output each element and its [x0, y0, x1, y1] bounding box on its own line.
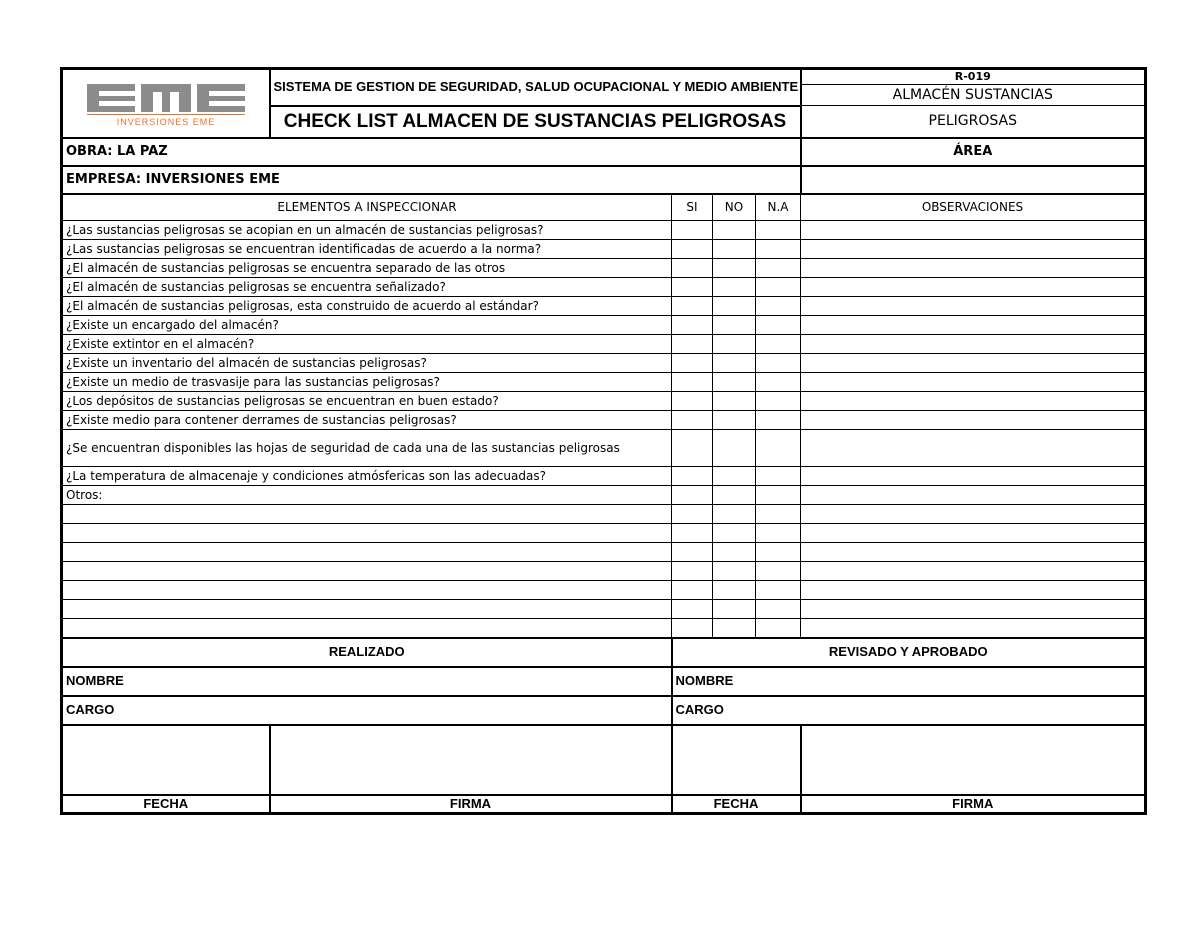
- si-cell[interactable]: [672, 354, 713, 373]
- item-question: Otros:: [63, 486, 672, 505]
- si-cell[interactable]: [672, 297, 713, 316]
- no-cell[interactable]: [713, 562, 756, 581]
- no-cell[interactable]: [713, 543, 756, 562]
- si-cell[interactable]: [672, 373, 713, 392]
- no-cell[interactable]: [713, 486, 756, 505]
- obra-field[interactable]: OBRA: LA PAZ: [63, 138, 801, 166]
- si-cell[interactable]: [672, 505, 713, 524]
- item-question: ¿El almacén de sustancias peligrosas, esta construido de acuerdo al estándar?: [63, 297, 672, 316]
- observation-cell[interactable]: [801, 373, 1145, 392]
- na-cell[interactable]: [756, 600, 801, 619]
- si-cell[interactable]: [672, 600, 713, 619]
- blank-item[interactable]: [63, 505, 672, 524]
- item-question: ¿La temperatura de almacenaje y condiciones atmósfericas son las adecuadas?: [63, 467, 672, 486]
- no-cell[interactable]: [713, 430, 756, 467]
- table-row: [63, 467, 1145, 486]
- no-cell[interactable]: [713, 505, 756, 524]
- no-cell[interactable]: [713, 524, 756, 543]
- no-cell[interactable]: [713, 259, 756, 278]
- blank-row: [63, 543, 1145, 562]
- no-cell[interactable]: [713, 392, 756, 411]
- na-cell[interactable]: [756, 392, 801, 411]
- table-row: [63, 430, 1145, 467]
- blank-item[interactable]: [63, 543, 672, 562]
- realizado-nombre-field[interactable]: NOMBRE: [63, 667, 672, 696]
- code-area-cell: [801, 70, 1145, 106]
- observation-cell[interactable]: [801, 505, 1145, 524]
- si-cell[interactable]: [672, 411, 713, 430]
- observation-cell[interactable]: [801, 240, 1145, 259]
- col-observaciones: OBSERVACIONES: [801, 194, 1145, 221]
- si-cell[interactable]: [672, 543, 713, 562]
- na-cell[interactable]: [756, 316, 801, 335]
- item-question: ¿El almacén de sustancias peligrosas se encuentra separado de las otros: [63, 259, 672, 278]
- item-question: ¿Existe extintor en el almacén?: [63, 335, 672, 354]
- si-cell[interactable]: [672, 619, 713, 638]
- revisado-cargo-field[interactable]: CARGO: [672, 696, 1145, 725]
- blank-row: [63, 581, 1145, 600]
- no-cell[interactable]: [713, 297, 756, 316]
- blank-row: [63, 524, 1145, 543]
- na-cell[interactable]: [756, 335, 801, 354]
- na-cell[interactable]: [756, 373, 801, 392]
- item-question: ¿Existe un encargado del almacén?: [63, 316, 672, 335]
- item-question: ¿Existe medio para contener derrames de sustancias peligrosas?: [63, 411, 672, 430]
- area-title-line2: PELIGROSAS: [801, 106, 1145, 138]
- observation-cell[interactable]: [801, 221, 1145, 240]
- table-row: [63, 354, 1145, 373]
- observation-cell[interactable]: [801, 430, 1145, 467]
- empresa-field[interactable]: EMPRESA: INVERSIONES EME: [63, 166, 801, 194]
- na-cell[interactable]: [756, 581, 801, 600]
- realizado-fecha-label: FECHA: [63, 795, 270, 813]
- blank-row: [63, 562, 1145, 581]
- no-cell[interactable]: [713, 278, 756, 297]
- na-cell[interactable]: [756, 486, 801, 505]
- observation-cell[interactable]: [801, 335, 1145, 354]
- area-value[interactable]: [801, 166, 1145, 194]
- col-no: NO: [713, 194, 756, 221]
- logo-subtext: INVERSIONES EME: [116, 117, 216, 128]
- revisado-fecha-label: FECHA: [672, 795, 801, 813]
- si-cell[interactable]: [672, 316, 713, 335]
- observation-cell[interactable]: [801, 354, 1145, 373]
- observation-cell[interactable]: [801, 467, 1145, 486]
- na-cell[interactable]: [756, 543, 801, 562]
- table-row: [63, 316, 1145, 335]
- observation-cell[interactable]: [801, 316, 1145, 335]
- no-cell[interactable]: [713, 411, 756, 430]
- item-question: ¿Existe un inventario del almacén de sustancias peligrosas?: [63, 354, 672, 373]
- observation-cell[interactable]: [801, 297, 1145, 316]
- si-cell[interactable]: [672, 486, 713, 505]
- revisado-header: REVISADO Y APROBADO: [672, 638, 1145, 667]
- no-cell[interactable]: [713, 240, 756, 259]
- na-cell[interactable]: [756, 562, 801, 581]
- item-question: ¿Los depósitos de sustancias peligrosas se encuentran en buen estado?: [63, 392, 672, 411]
- realizado-firma-box[interactable]: [270, 725, 672, 795]
- na-cell[interactable]: [756, 430, 801, 467]
- na-cell[interactable]: [756, 411, 801, 430]
- observation-cell[interactable]: [801, 562, 1145, 581]
- observation-cell[interactable]: [801, 524, 1145, 543]
- observation-cell[interactable]: [801, 486, 1145, 505]
- na-cell[interactable]: [756, 354, 801, 373]
- item-question: ¿El almacén de sustancias peligrosas se encuentra señalizado?: [63, 278, 672, 297]
- si-cell[interactable]: [672, 221, 713, 240]
- checklist-sheet: [62, 69, 1144, 813]
- observation-cell[interactable]: [801, 392, 1145, 411]
- na-cell[interactable]: [756, 278, 801, 297]
- no-cell[interactable]: [713, 373, 756, 392]
- area-title-line1: ALMACÉN SUSTANCIAS: [892, 87, 1053, 103]
- no-cell[interactable]: [713, 467, 756, 486]
- blank-item[interactable]: [63, 581, 672, 600]
- item-question: ¿Se encuentran disponibles las hojas de seguridad de cada una de las sustancias peligrosas: [63, 430, 672, 467]
- si-cell[interactable]: [672, 430, 713, 467]
- no-cell[interactable]: [713, 600, 756, 619]
- blank-item[interactable]: [63, 619, 672, 638]
- si-cell[interactable]: [672, 467, 713, 486]
- na-cell[interactable]: [756, 619, 801, 638]
- table-row: [63, 297, 1145, 316]
- item-question: ¿Las sustancias peligrosas se encuentran identificadas de acuerdo a la norma?: [63, 240, 672, 259]
- no-cell[interactable]: [713, 619, 756, 638]
- item-question: ¿Las sustancias peligrosas se acopian en un almacén de sustancias peligrosas?: [63, 221, 672, 240]
- form-code: R-019: [802, 70, 1145, 85]
- checklist-table: [62, 69, 1145, 813]
- realizado-cargo-field[interactable]: CARGO: [63, 696, 672, 725]
- table-row: [63, 278, 1145, 297]
- na-cell[interactable]: [756, 524, 801, 543]
- area-label: ÁREA: [801, 138, 1145, 166]
- table-row: [63, 373, 1145, 392]
- table-row: [63, 486, 1145, 505]
- si-cell[interactable]: [672, 259, 713, 278]
- blank-item[interactable]: [63, 600, 672, 619]
- observation-cell[interactable]: [801, 259, 1145, 278]
- col-elementos: ELEMENTOS A INSPECCIONAR: [63, 194, 672, 221]
- realizado-header: REALIZADO: [63, 638, 672, 667]
- revisado-firma-label: FIRMA: [801, 795, 1145, 813]
- realizado-firma-label: FIRMA: [270, 795, 672, 813]
- col-si: SI: [672, 194, 713, 221]
- table-row: [63, 411, 1145, 430]
- si-cell[interactable]: [672, 562, 713, 581]
- si-cell[interactable]: [672, 335, 713, 354]
- blank-item[interactable]: [63, 524, 672, 543]
- realizado-fecha-box[interactable]: [63, 725, 270, 795]
- logo-cell: [63, 70, 270, 138]
- table-row: [63, 259, 1145, 278]
- table-row: [63, 221, 1145, 240]
- na-cell[interactable]: [756, 467, 801, 486]
- no-cell[interactable]: [713, 335, 756, 354]
- na-cell[interactable]: [756, 221, 801, 240]
- observation-cell[interactable]: [801, 543, 1145, 562]
- observation-cell[interactable]: [801, 600, 1145, 619]
- form-title: CHECK LIST ALMACEN DE SUSTANCIAS PELIGROSAS: [270, 106, 801, 138]
- table-row: [63, 392, 1145, 411]
- si-cell[interactable]: [672, 240, 713, 259]
- system-title: SISTEMA DE GESTION DE SEGURIDAD, SALUD OCUPACIONAL Y MEDIO AMBIENTE: [270, 70, 801, 106]
- revisado-nombre-field[interactable]: NOMBRE: [672, 667, 1145, 696]
- si-cell[interactable]: [672, 581, 713, 600]
- na-cell[interactable]: [756, 297, 801, 316]
- si-cell[interactable]: [672, 392, 713, 411]
- revisado-fecha-box[interactable]: [672, 725, 801, 795]
- table-row: [63, 240, 1145, 259]
- no-cell[interactable]: [713, 316, 756, 335]
- observation-cell[interactable]: [801, 411, 1145, 430]
- col-na: N.A: [756, 194, 801, 221]
- company-logo: [83, 78, 249, 128]
- na-cell[interactable]: [756, 505, 801, 524]
- item-question: ¿Existe un medio de trasvasije para las sustancias peligrosas?: [63, 373, 672, 392]
- no-cell[interactable]: [713, 221, 756, 240]
- blank-row: [63, 505, 1145, 524]
- blank-row: [63, 600, 1145, 619]
- no-cell[interactable]: [713, 581, 756, 600]
- na-cell[interactable]: [756, 240, 801, 259]
- observation-cell[interactable]: [801, 619, 1145, 638]
- si-cell[interactable]: [672, 278, 713, 297]
- observation-cell[interactable]: [801, 278, 1145, 297]
- na-cell[interactable]: [756, 259, 801, 278]
- no-cell[interactable]: [713, 354, 756, 373]
- si-cell[interactable]: [672, 524, 713, 543]
- blank-item[interactable]: [63, 562, 672, 581]
- revisado-firma-box[interactable]: [801, 725, 1145, 795]
- blank-row: [63, 619, 1145, 638]
- observation-cell[interactable]: [801, 581, 1145, 600]
- table-row: [63, 335, 1145, 354]
